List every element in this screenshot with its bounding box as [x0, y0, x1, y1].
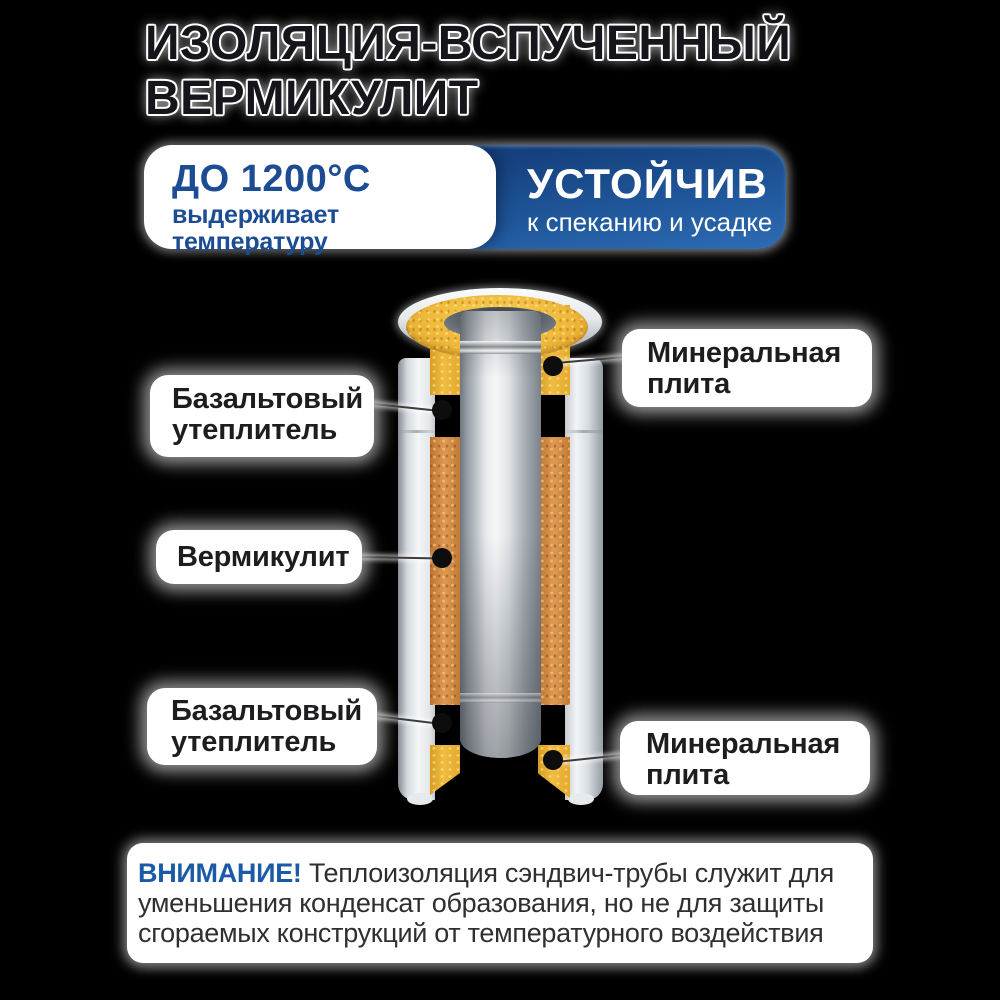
shell-seam-left: [398, 430, 435, 433]
page-title: [145, 16, 791, 126]
notice-line-1: [138, 858, 863, 888]
insulation-cut-right: [538, 305, 570, 798]
label-basalt-top-line1: Базальтовый: [172, 383, 363, 415]
notice-line-2: уменьшения конденсат образования, но не для защиты: [138, 888, 824, 918]
title-line-1: ИЗОЛЯЦИЯ-ВСПУЧЕННЫЙ: [145, 17, 792, 70]
label-basalt-top-line2: утеплитель: [172, 414, 338, 446]
banner-max-temp-heading: ДО 1200°C: [172, 158, 371, 200]
label-vermiculite-line1: Вермикулит: [177, 541, 350, 573]
callout-dot-vermiculite: [432, 548, 452, 568]
shell-foot-left: [407, 793, 433, 805]
basalt-layer-bottom-right: [538, 705, 570, 745]
label-basalt-bottom-line2: утеплитель: [171, 726, 337, 758]
callout-dot-basalt-bottom: [432, 713, 452, 733]
outer-shell-right: [565, 358, 603, 800]
notice-highlight: ВНИМАНИЕ!: [138, 858, 302, 888]
callout-dot-mineral-top: [543, 356, 563, 376]
banner-left-panel: [144, 145, 496, 256]
mineral-plate-bottom-left: [430, 745, 460, 798]
weld-seam-top: [460, 341, 541, 354]
sandwich-pipe-illustration: [396, 286, 604, 810]
label-basalt-top: [150, 375, 374, 457]
title-line-2: ВЕРМИКУЛИТ: [145, 72, 479, 125]
label-mineral-bottom-line1: Минеральная: [646, 728, 841, 760]
notice-box: [127, 843, 873, 963]
banner-max-temp-subheading: выдерживает температуру: [172, 201, 340, 256]
temperature-banner: [144, 145, 786, 256]
shell-foot-right: [568, 793, 594, 805]
label-basalt-bottom: [147, 688, 377, 765]
weld-seam-bottom: [460, 693, 541, 703]
label-mineral-top-line1: Минеральная: [647, 337, 842, 369]
vermiculite-fill-right: [538, 437, 570, 705]
outer-shell-left: [398, 358, 435, 800]
notice-line-3: сгораемых конструкций от температурного воздействия: [138, 918, 824, 948]
banner-resistant-heading: УСТОЙЧИВ: [527, 160, 768, 207]
label-mineral-top-line2: плита: [647, 368, 731, 400]
callout-dot-basalt-top: [432, 400, 452, 420]
shell-seam-right: [565, 430, 603, 433]
banner-resistant-subheading: к спеканию и усадке: [527, 207, 773, 237]
label-mineral-top: [622, 329, 872, 407]
label-basalt-bottom-line1: Базальтовый: [171, 695, 362, 727]
inner-pipe: [460, 311, 541, 758]
label-mineral-bottom: [620, 721, 870, 795]
basalt-layer-top-right: [538, 395, 570, 437]
banner-right-panel: [527, 162, 772, 236]
label-mineral-bottom-line2: плита: [646, 759, 730, 791]
vermiculite-fill-left: [430, 437, 460, 705]
label-vermiculite: [156, 530, 362, 584]
callout-dot-mineral-bottom: [543, 750, 563, 770]
notice-line-1-rest: Теплоизоляция сэндвич-трубы служит для: [308, 858, 834, 888]
